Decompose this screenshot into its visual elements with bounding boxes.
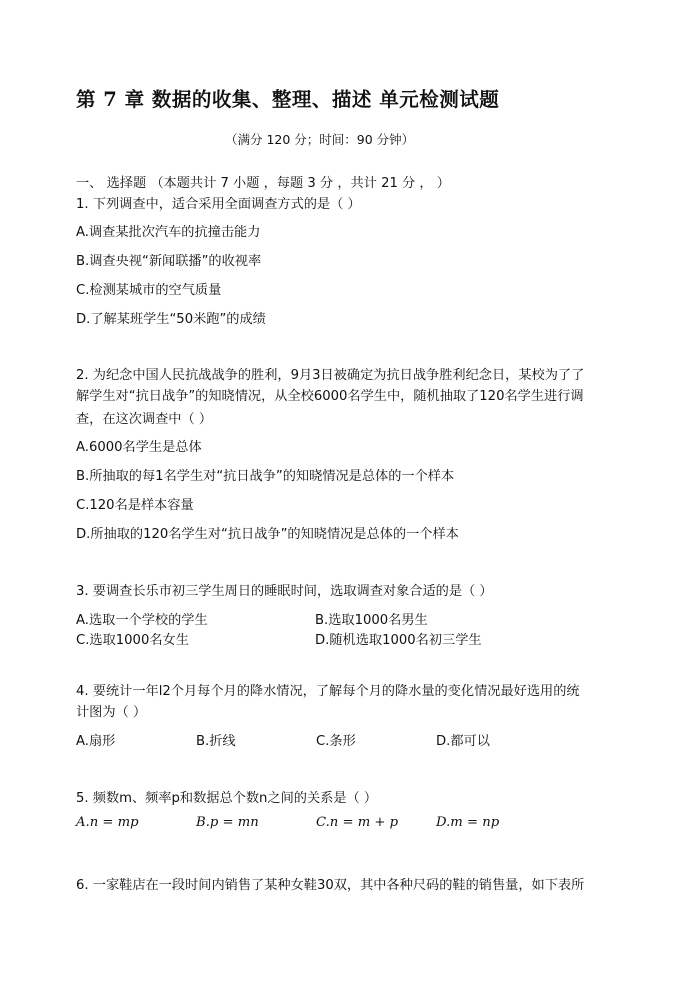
question-4-option-d: D.都可以: [436, 734, 490, 749]
question-2-stem-line-2: 解学生对“抗日战争”的知晓情况，从全校6000名学生中，随机抽取了120名学生进行调: [76, 389, 584, 404]
question-3-option-a: A.选取一个学校的学生: [76, 613, 208, 628]
question-2-stem-line-1: 2. 为纪念中国人民抗战战争的胜利，9月3日被确定为抗日战争胜利纪念日，某校为了了: [76, 368, 585, 383]
question-4-stem-line-1: 4. 要统计一年l2个月每个月的降水情况，了解每个月的降水量的变化情况最好选用的统: [76, 684, 580, 699]
question-3-option-d: D.随机选取1000名初三学生: [315, 633, 482, 648]
question-1-stem: 1. 下列调查中，适合采用全面调查方式的是（ ）: [76, 197, 361, 212]
question-5-stem: 5. 频数m、频率p和数据总个数n之间的关系是（ ）: [76, 791, 378, 806]
question-1-option-c: C.检测某城市的空气质量: [76, 283, 222, 298]
question-2-option-a: A.6000名学生是总体: [76, 440, 202, 455]
question-3-option-b: B.选取1000名男生: [315, 613, 428, 628]
question-4-option-a: A.扇形: [76, 734, 116, 749]
question-2-option-b: B.所抽取的每1名学生对“抗日战争”的知晓情况是总体的一个样本: [76, 469, 455, 484]
page-subtitle: （满分 120 分；时间：90 分钟）: [225, 132, 415, 147]
question-2-option-d: D.所抽取的120名学生对“抗日战争”的知晓情况是总体的一个样本: [76, 527, 459, 542]
question-4-option-b: B.折线: [196, 734, 236, 749]
question-2-stem-line-3: 查，在这次调查中（ ）: [76, 412, 213, 427]
question-2-option-c: C.120名是样本容量: [76, 498, 194, 513]
question-4-option-c: C.条形: [316, 734, 356, 749]
question-1-option-a: A.调查某批次汽车的抗撞击能力: [76, 225, 261, 240]
question-5-option-a: A.n = mp: [76, 815, 139, 830]
question-3-option-c: C.选取1000名女生: [76, 633, 189, 648]
question-3-stem: 3. 要调查长乐市初三学生周日的睡眠时间，选取调查对象合适的是（ ）: [76, 584, 493, 599]
section-heading: 一、 选择题 （本题共计 7 小题 ，每题 3 分 ，共计 21 分 ， ）: [76, 176, 450, 191]
question-6-stem: 6. 一家鞋店在一段时间内销售了某种女鞋30双，其中各种尺码的鞋的销售量，如下表所: [76, 878, 585, 893]
question-5-option-c: C.n = m + p: [316, 815, 399, 830]
question-1-option-d: D.了解某班学生“50米跑”的成绩: [76, 312, 266, 327]
question-5-option-d: D.m = np: [436, 815, 500, 830]
question-4-stem-line-2: 计图为（ ）: [76, 705, 147, 720]
question-1-option-b: B.调查央视“新闻联播”的收视率: [76, 254, 262, 269]
page-title: 第 7 章 数据的收集、整理、描述 单元检测试题: [76, 88, 500, 111]
question-5-option-b: B.p = mn: [196, 815, 259, 830]
